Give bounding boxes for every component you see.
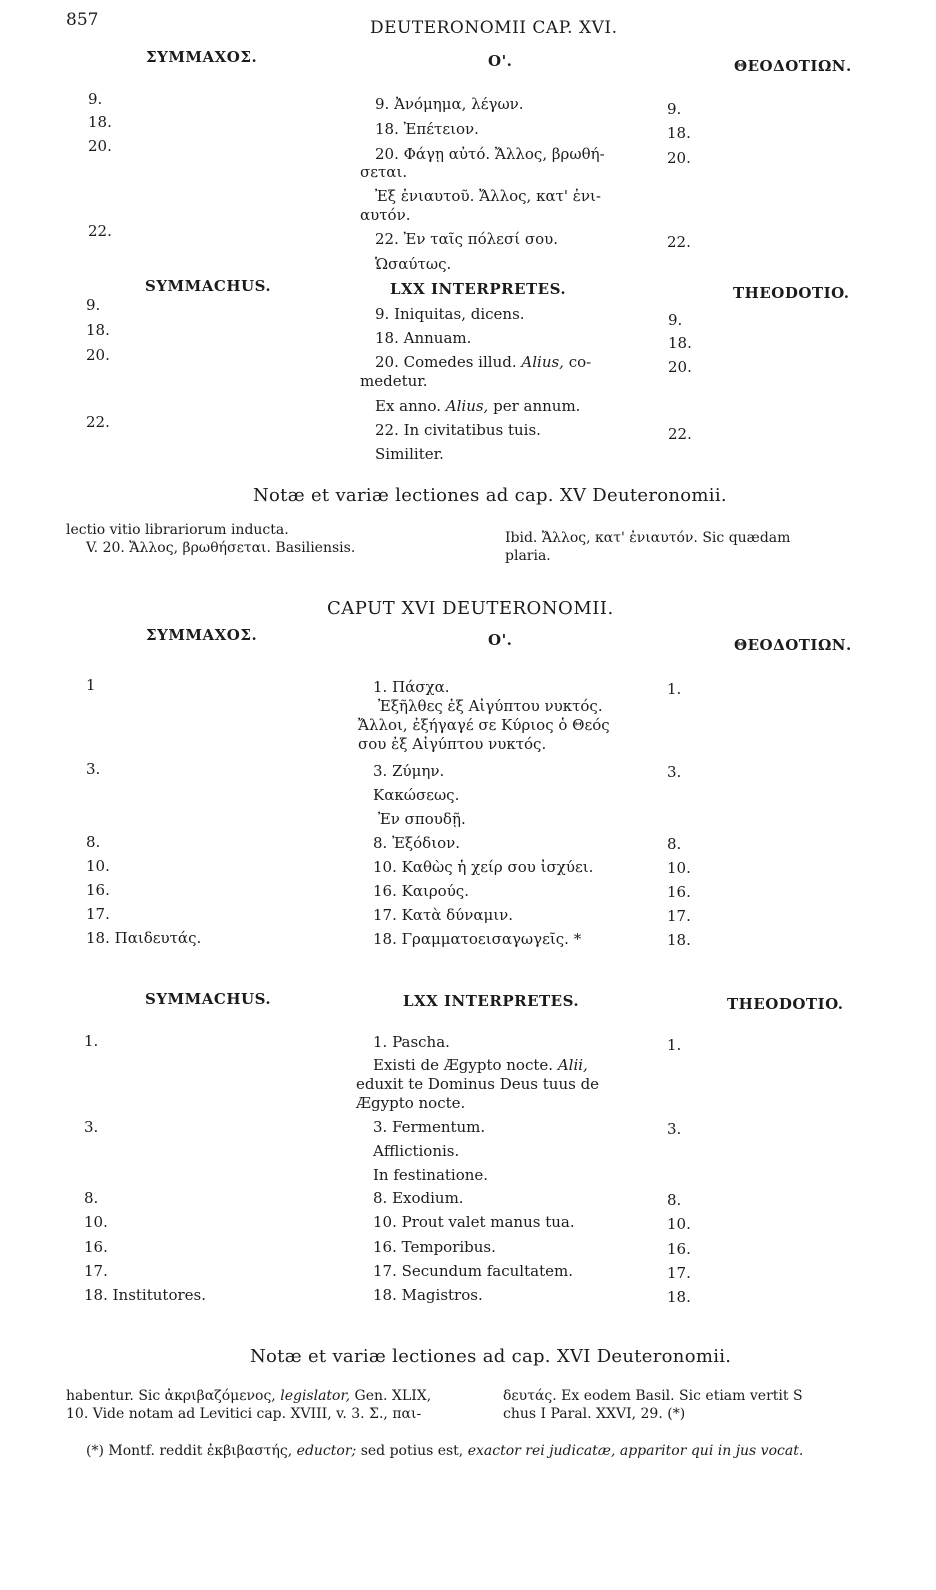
greek-head-symmachus: ΣΥΜΜΑΧΟΣ. <box>146 48 258 66</box>
footnote-exactor: exactor rei judicatæ, apparitor qui in jus vocat. <box>467 1443 804 1459</box>
latin2-lxx-3c: In festinatione. <box>373 1166 489 1184</box>
greek-theo-22: 22. <box>667 233 691 251</box>
greek2-lxx-3c: Ἐν σπουδῇ. <box>378 810 466 828</box>
latin-sym-18: 18. <box>86 321 110 339</box>
greek-lxx-22: 22. Ἐν ταῖς πόλεσί σου. <box>375 230 558 248</box>
greek2-theo-16: 16. <box>667 883 691 901</box>
latin2-lxx-18: 18. Magistros. <box>373 1286 483 1304</box>
greek2-lxx-1b: Ἐξῆλθες ἐξ Αἰγύπτου νυκτός. <box>378 697 603 715</box>
chapter-title: CAPUT XVI DEUTERONOMII. <box>327 598 614 619</box>
latin2-lxx-3b: Afflictionis. <box>373 1142 460 1160</box>
latin-theo-9: 9. <box>668 311 683 329</box>
latin-sym-9: 9. <box>86 296 101 314</box>
latin2-lxx-1b-text: Existi de Ægypto nocte. <box>373 1056 554 1074</box>
greek2-head-theodotion: ΘΕΟΔΟΤΙΩΝ. <box>734 636 852 654</box>
greek2-theo-10: 10. <box>667 859 691 877</box>
latin-lxx-20c <box>375 397 580 415</box>
latin2-head-symmachus: SYMMACHUS. <box>145 990 272 1008</box>
greek2-lxx-18: 18. Γραμματοεισαγωγεῖς. * <box>373 930 582 948</box>
footnote <box>86 1443 803 1459</box>
latin2-lxx-1: 1. Pascha. <box>373 1033 450 1051</box>
greek2-sym-17: 17. <box>86 905 110 923</box>
latin2-theo-10: 10. <box>667 1215 691 1233</box>
greek-lxx-9: 9. Ἀνόμημα, λέγων. <box>375 95 524 113</box>
latin2-lxx-16: 16. Temporibus. <box>373 1238 496 1256</box>
latin-lxx-20a-text: 20. Comedes illud. <box>375 353 517 371</box>
latin2-lxx-8: 8. Exodium. <box>373 1189 464 1207</box>
latin2-lxx-1d: Ægypto nocte. <box>356 1094 466 1112</box>
footnote-eductor: eductor; <box>296 1443 357 1459</box>
latin-lxx-22: 22. In civitatibus tuis. <box>375 421 541 439</box>
greek-lxx-18: 18. Ἐπέτειον. <box>375 120 479 138</box>
latin2-lxx-3: 3. Fermentum. <box>373 1118 486 1136</box>
latin-head-theodotion: THEODOTIO. <box>733 284 850 302</box>
latin-theo-18: 18. <box>668 334 692 352</box>
greek-sym-20: 20. <box>88 137 112 155</box>
note-xv-right-1: Ibid. Ἄλλος, κατ' ἐνιαυτόν. Sic quædam <box>505 530 791 546</box>
latin2-lxx-1b-alii: Alii, <box>557 1056 588 1074</box>
latin2-sym-16: 16. <box>84 1238 108 1256</box>
greek-head-lxx: Ο'. <box>488 52 513 70</box>
greek-theo-9: 9. <box>667 100 682 118</box>
note-xvi-right-2: chus I Paral. XXVI, 29. (*) <box>503 1406 686 1422</box>
notes-title-cap-xvi: Notæ et variæ lectiones ad cap. XVI Deuteronomii. <box>250 1346 732 1367</box>
greek2-lxx-1c: Ἄλλοι, ἐξήγαγέ σε Κύριος ὁ Θεός <box>358 716 610 734</box>
latin2-lxx-10: 10. Prout valet manus tua. <box>373 1213 575 1231</box>
greek-sym-18: 18. <box>88 113 112 131</box>
latin2-theo-3: 3. <box>667 1120 682 1138</box>
latin2-sym-8: 8. <box>84 1189 99 1207</box>
footnote-b: sed potius est, <box>360 1443 464 1459</box>
note-xvi-left-1a: habentur. Sic ἀκριβαζόμενος, <box>66 1388 276 1404</box>
latin-theo-22: 22. <box>668 425 692 443</box>
greek-sym-22: 22. <box>88 222 112 240</box>
latin-head-lxx: LXX INTERPRETES. <box>390 280 567 298</box>
latin2-head-theodotion: THEODOTIO. <box>727 995 844 1013</box>
note-xv-right-2: plaria. <box>505 548 551 564</box>
latin-head-symmachus: SYMMACHUS. <box>145 277 272 295</box>
greek-lxx-22b: Ὡσαύτως. <box>375 255 452 273</box>
latin-theo-20: 20. <box>668 358 692 376</box>
note-xvi-legislator: legislator, <box>280 1388 351 1404</box>
greek2-theo-1: 1. <box>667 680 682 698</box>
greek2-theo-8: 8. <box>667 835 682 853</box>
latin2-sym-18: 18. Institutores. <box>84 1286 206 1304</box>
latin2-sym-3: 3. <box>84 1118 99 1136</box>
note-xvi-left-2: 10. Vide notam ad Levitici cap. XVIII, v. 3. Σ., παι- <box>66 1406 422 1422</box>
latin2-theo-1: 1. <box>667 1036 682 1054</box>
running-head: DEUTERONOMII CAP. XVI. <box>370 18 618 38</box>
note-xv-left-1: lectio vitio librariorum inducta. <box>66 522 289 538</box>
latin2-head-lxx: LXX INTERPRETES. <box>403 992 580 1010</box>
greek-lxx-20b: σεται. <box>360 163 408 181</box>
greek2-head-lxx: Ο'. <box>488 631 513 649</box>
latin-sym-22: 22. <box>86 413 110 431</box>
greek2-lxx-16: 16. Καιρούς. <box>373 882 469 900</box>
note-xv-left-2: V. 20. Ἄλλος, βρωθήσεται. Basiliensis. <box>86 540 356 556</box>
greek2-theo-17: 17. <box>667 907 691 925</box>
greek2-sym-3: 3. <box>86 760 101 778</box>
greek-lxx-20a: 20. Φάγῃ αὐτό. Ἄλλος, βρωθή- <box>375 145 605 163</box>
greek2-lxx-17: 17. Κατὰ δύναμιν. <box>373 906 514 924</box>
latin-lxx-20a <box>375 353 591 371</box>
latin-lxx-20a-alius: Alius, <box>521 353 564 371</box>
latin2-sym-1: 1. <box>84 1032 99 1050</box>
greek2-theo-18: 18. <box>667 931 691 949</box>
greek-sym-9: 9. <box>88 90 103 108</box>
latin2-theo-18: 18. <box>667 1288 691 1306</box>
greek2-sym-16: 16. <box>86 881 110 899</box>
note-xvi-left-1b: Gen. XLIX, <box>354 1388 432 1404</box>
latin-lxx-20c-text: Ex anno. <box>375 397 441 415</box>
notes-title-cap-xv: Notæ et variæ lectiones ad cap. XV Deuteronomii. <box>253 485 727 506</box>
latin-lxx-9: 9. Iniquitas, dicens. <box>375 305 525 323</box>
greek2-head-symmachus: ΣΥΜΜΑΧΟΣ. <box>146 626 258 644</box>
page-number: 857 <box>66 10 99 30</box>
latin2-theo-16: 16. <box>667 1240 691 1258</box>
greek-lxx-20c: Ἐξ ἐνιαυτοῦ. Ἄλλος, κατ' ἐνι- <box>375 187 601 205</box>
greek2-lxx-10: 10. Καθὼς ἡ χείρ σου ἰσχύει. <box>373 858 594 876</box>
latin-lxx-20c-end: per annum. <box>493 397 581 415</box>
latin-lxx-20b: medetur. <box>360 372 428 390</box>
note-xvi-left-1 <box>66 1388 431 1404</box>
greek-theo-20: 20. <box>667 149 691 167</box>
greek2-sym-8: 8. <box>86 833 101 851</box>
latin2-lxx-1c: eduxit te Dominus Deus tuus de <box>356 1075 600 1093</box>
greek2-sym-18: 18. Παιδευτάς. <box>86 929 202 947</box>
latin-lxx-22b: Similiter. <box>375 445 444 463</box>
greek2-theo-3: 3. <box>667 763 682 781</box>
greek-lxx-20d: αυτόν. <box>360 206 411 224</box>
footnote-a: (*) Montf. reddit ἐκβιβαστής, <box>86 1443 293 1459</box>
latin-lxx-20a-end: co- <box>568 353 592 371</box>
latin2-sym-17: 17. <box>84 1262 108 1280</box>
greek2-lxx-3b: Κακώσεως. <box>373 786 460 804</box>
note-xvi-right-1: δευτάς. Ex eodem Basil. Sic etiam vertit S <box>503 1388 803 1404</box>
greek2-lxx-3: 3. Ζύμην. <box>373 762 445 780</box>
greek2-lxx-8: 8. Ἐξόδιον. <box>373 834 460 852</box>
greek-head-theodotion: ΘΕΟΔΟΤΙΩΝ. <box>734 57 852 75</box>
latin2-theo-8: 8. <box>667 1191 682 1209</box>
latin2-lxx-17: 17. Secundum facultatem. <box>373 1262 573 1280</box>
latin2-sym-10: 10. <box>84 1213 108 1231</box>
latin-sym-20: 20. <box>86 346 110 364</box>
latin2-theo-17: 17. <box>667 1264 691 1282</box>
greek2-lxx-1d: σου ἐξ Αἰγύπτου νυκτός. <box>358 735 547 753</box>
latin2-lxx-1b <box>373 1056 588 1074</box>
greek2-sym-1: 1 <box>86 676 96 694</box>
latin-lxx-18: 18. Annuam. <box>375 329 472 347</box>
greek2-lxx-1: 1. Πάσχα. <box>373 678 450 696</box>
latin-lxx-20c-alius: Alius, <box>445 397 489 415</box>
greek2-sym-10: 10. <box>86 857 110 875</box>
greek-theo-18: 18. <box>667 124 691 142</box>
